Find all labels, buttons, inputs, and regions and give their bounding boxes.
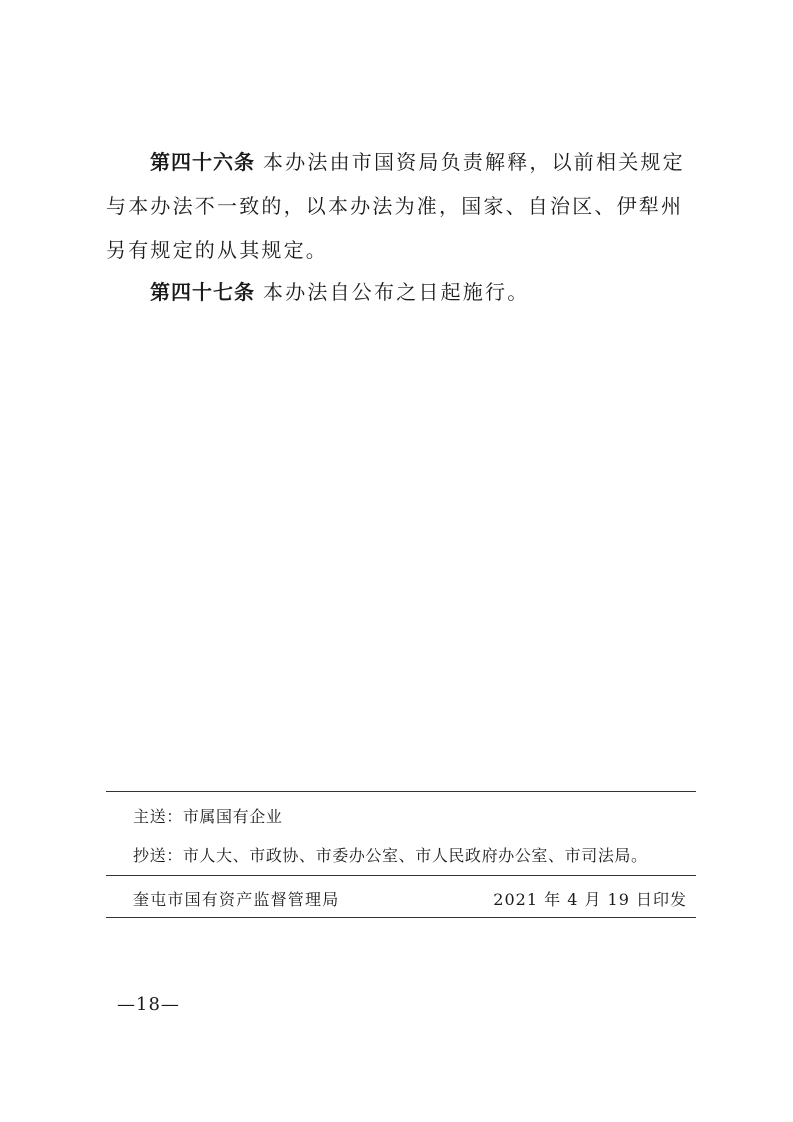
distribution-bottom-rule [106, 917, 696, 918]
article-47-heading: 第四十七条 [150, 280, 255, 304]
article-47-text: 本办法自公布之日起施行。 [263, 280, 530, 304]
distribution-top-rule [106, 791, 696, 792]
issue-date: 2021 年 4 月 19 日印发 [493, 890, 687, 909]
article-46-heading: 第四十六条 [150, 150, 255, 174]
article-47 [106, 270, 696, 314]
copy-recipients-label: 抄送： [133, 846, 183, 865]
article-46-text: 本办法由市国资局负责解释，以前相关规定与本办法不一致的，以本办法为准，国家、自治区、伊犁州另有规定的从其规定。 [106, 150, 685, 262]
copy-recipients [133, 843, 648, 866]
main-recipients-label: 主送： [133, 807, 183, 826]
main-recipients [133, 804, 282, 827]
copy-recipients-value: 市人大、市政协、市委办公室、市人民政府办公室、市司法局。 [182, 846, 648, 865]
article-46 [106, 140, 696, 272]
main-recipients-value: 市属国有企业 [182, 807, 283, 826]
distribution-middle-rule [106, 875, 696, 876]
issuing-authority: 奎屯市国有资产监督管理局 [133, 890, 340, 909]
page-number: —18— [117, 994, 180, 1015]
